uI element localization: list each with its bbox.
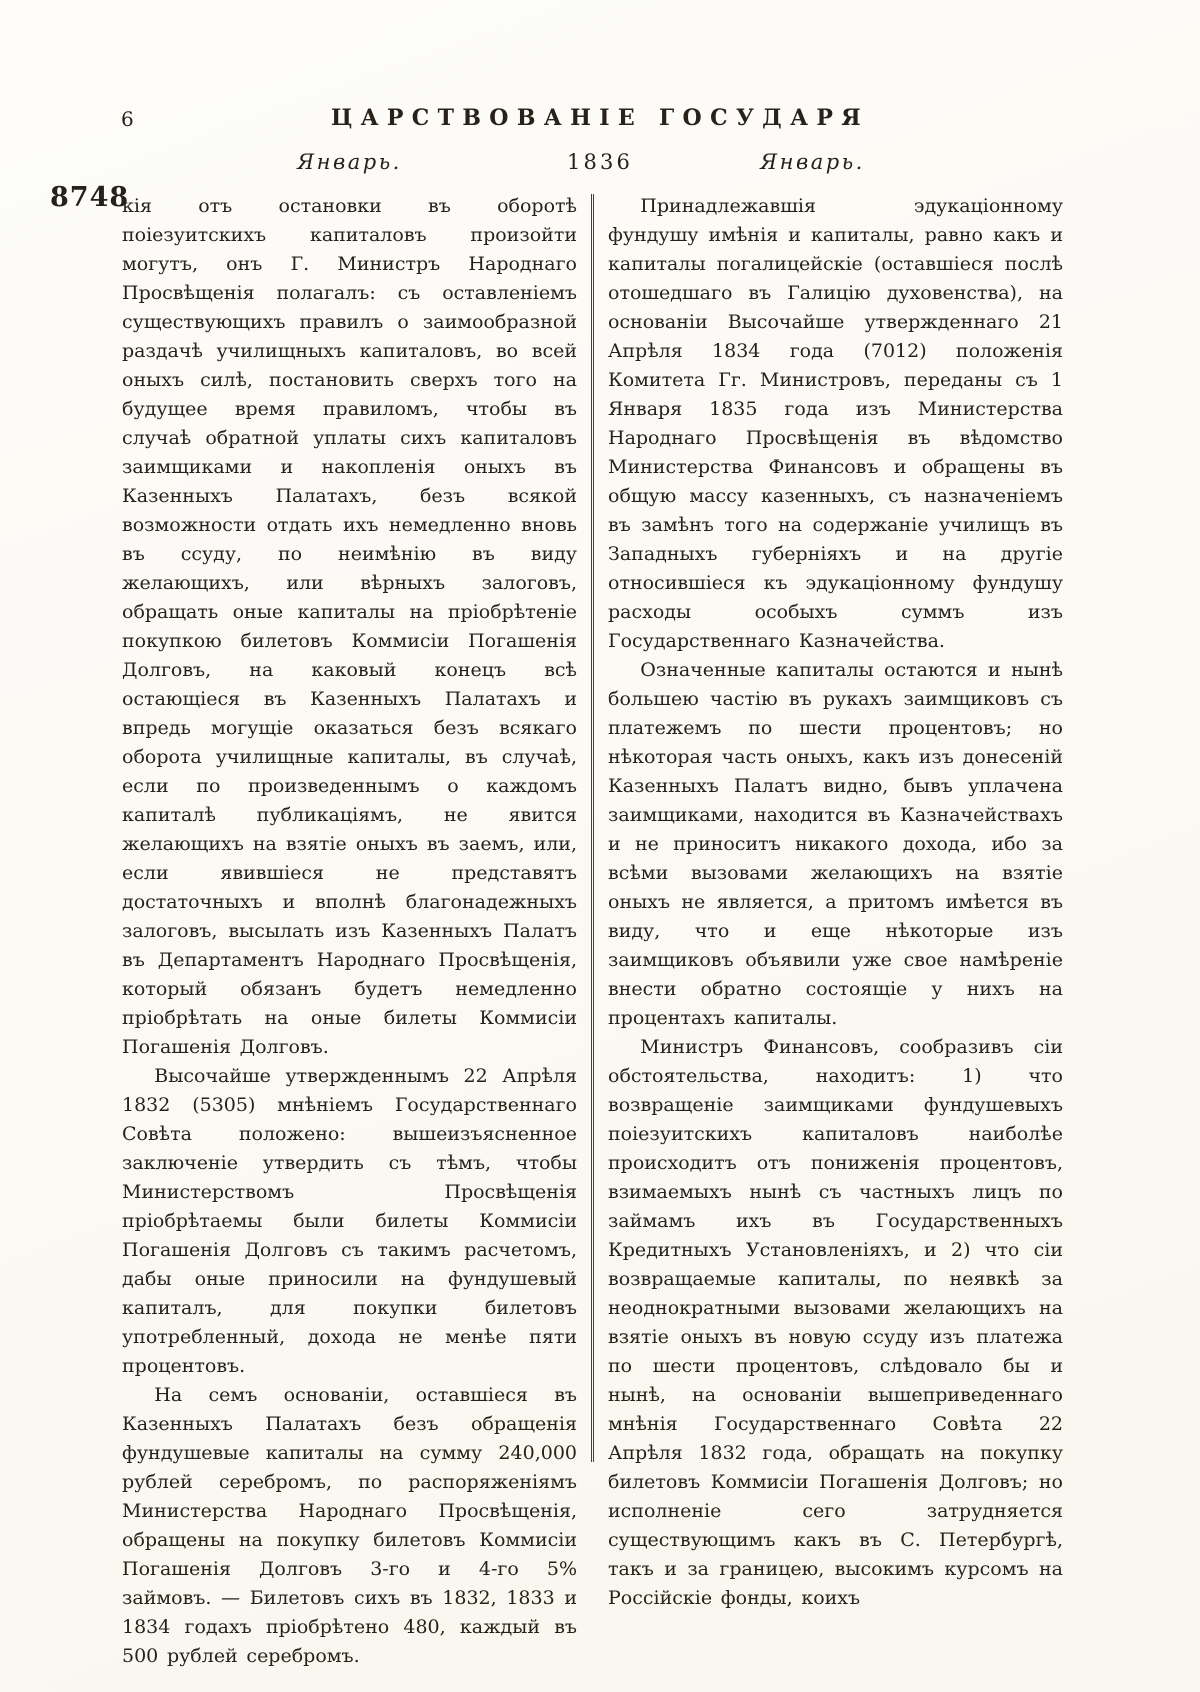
left-column <box>122 192 577 1671</box>
paragraph: Означенные капиталы остаются и нынѣ большею частію въ рукахъ заимщиковъ съ платежемъ по шести процентовъ; но нѣкоторая часть оныхъ, какъ изъ донесеній Казенныхъ Палатъ видно, бывъ уплачена заимщиками, находится въ Казначействахъ и не приноситъ никакого дохода, ибо за всѣми вызовами желающихъ на взятіе оныхъ не является, а притомъ имѣется въ виду, что и еще нѣкоторые изъ заимщиковъ объявили уже свое намѣреніе внести обратно состоящіе у нихъ на процентахъ капиталы. <box>608 659 1063 1029</box>
paragraph: Министръ Финансовъ, сообразивъ сіи обстоятельства, находитъ: 1) что возвращеніе заимщиками фундушевыхъ поіезуитскихъ капиталовъ наиболѣе происходитъ отъ пониженія процентовъ, взимаемыхъ нынѣ съ частныхъ лицъ по займамъ ихъ въ Государственныхъ Кредитныхъ Установленіяхъ, и 2) что сіи возвращаемые капиталы, по неявкѣ за неоднократными вызовами желающихъ на взятіе оныхъ въ новую ссуду изъ платежа по шести процентовъ, слѣдовало бы и нынѣ, на основаніи вышеприведеннаго мнѣнія Государственнаго Совѣта 22 Апрѣля 1832 года, обращать на покупку билетовъ Коммисіи Погашенія Долговъ; но исполненіе сего затрудняется существующимъ какъ въ С. Петербургѣ, такъ и за границею, высокимъ курсомъ на Россійскіе фонды, коихъ <box>608 1036 1063 1609</box>
year-label: 1836 <box>566 150 634 174</box>
paragraph: Принадлежавшія эдукаціонному фундушу имѣнія и капиталы, равно какъ и капиталы погалицейскіе (оставшіеся послѣ отошедшаго въ Галицію духовенства), на основаніи Высочайше утвержденнаго 21 Апрѣля 1834 года (7012) положенія Комитета Гг. Министровъ, переданы съ 1 Января 1835 года изъ Министерства Народнаго Просвѣщенія въ вѣдомство Министерства Финансовъ и обращены въ общую массу казенныхъ, съ назначеніемъ въ замѣнъ того на содержаніе училищъ въ Западныхъ губерніяхъ и на другіе относившіеся къ эдукаціонному фундушу расходы особыхъ суммъ изъ Государственнаго Казначейства. <box>608 195 1063 652</box>
month-label-left: Январь. <box>297 150 402 174</box>
page-number: 6 <box>121 107 134 131</box>
paragraph: На семъ основаніи, оставшіеся въ Казенныхъ Палатахъ безъ обращенія фундушевые капиталы на сумму 240,000 рублей серебромъ, по распоряженіямъ Министерства Народнаго Просвѣщенія, обращены на покупку билетовъ Коммисіи Погашенія Долговъ 3-го и 4-го 5% займовъ. — Билетовъ сихъ въ 1832, 1833 и 1834 годахъ пріобрѣтено 480, каждый въ 500 рублей серебромъ. <box>122 1384 577 1667</box>
month-label-right: Январь. <box>760 150 865 174</box>
page-title: ЦАРСТВОВАНІЕ ГОСУДАРЯ <box>330 105 870 131</box>
column-divider <box>591 194 594 1462</box>
right-column <box>608 192 1063 1613</box>
text-columns <box>122 192 1068 1671</box>
date-header <box>0 150 1200 180</box>
act-number: 8748 <box>50 182 130 213</box>
paragraph: кія отъ остановки въ оборотѣ поіезуитскихъ капиталовъ произойти могутъ, онъ Г. Министръ Народнаго Просвѣщенія полагалъ: съ оставленіемъ существующихъ правилъ о заимообразной раздачѣ училищныхъ капиталовъ, во всей оныхъ силѣ, постановить сверхъ того на будущее время правиломъ, чтобы въ случаѣ обратной уплаты сихъ капиталовъ заимщиками и накопленія оныхъ въ Казенныхъ Палатахъ, безъ всякой возможности отдать ихъ немедленно вновь въ ссуду, по неимѣнію въ виду желающихъ, или вѣрныхъ залоговъ, обращать оные капиталы на пріобрѣтеніе покупкою билетовъ Коммисіи Погашенія Долговъ, на каковый конецъ всѣ остающіеся въ Казенныхъ Палатахъ и впредь могущіе оказаться безъ всякаго оборота училищные капиталы, въ случаѣ, если по произведеннымъ о каждомъ капиталѣ публикаціямъ, не явится желающихъ на взятіе оныхъ въ заемъ, или, если явившіеся не представятъ достаточныхъ и вполнѣ благонадежныхъ залоговъ, высылать изъ Казенныхъ Палатъ въ Департаментъ Народнаго Просвѣщенія, который обязанъ будетъ немедленно пріобрѣтать на оные билеты Коммисіи Погашенія Долговъ. <box>122 195 577 1058</box>
paragraph: Высочайше утвержденнымъ 22 Апрѣля 1832 (5305) мнѣніемъ Государственнаго Совѣта положено: вышеизъясненное заключеніе утвердить съ тѣмъ, чтобы Министерствомъ Просвѣщенія пріобрѣтаемы были билеты Коммисіи Погашенія Долговъ съ такимъ расчетомъ, дабы оные приносили на фундушевый капиталъ, для покупки билетовъ употребленный, дохода не менѣе пяти процентовъ. <box>122 1065 577 1377</box>
